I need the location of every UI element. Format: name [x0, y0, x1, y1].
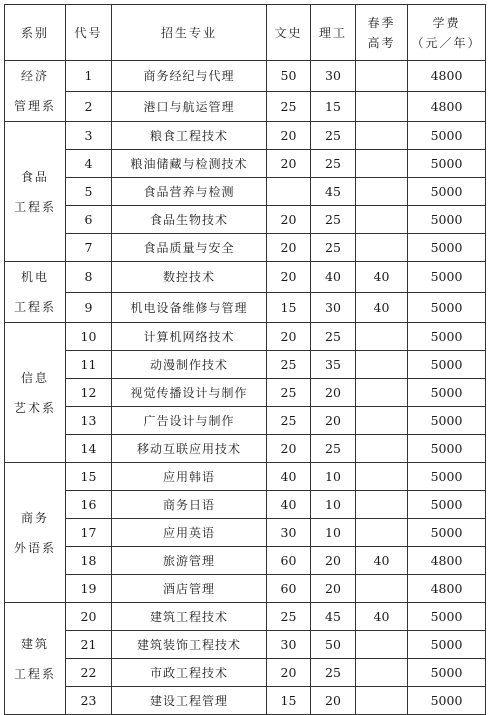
department-cell [5, 323, 66, 463]
code-cell: 9 [66, 292, 112, 323]
table-row [5, 234, 486, 262]
spring-quota-cell [356, 631, 408, 659]
fee-cell: 5000 [408, 407, 486, 435]
header-arts: 文史 [267, 5, 311, 61]
fee-cell: 5000 [408, 122, 486, 150]
major-cell: 食品质量与安全 [112, 234, 267, 262]
code-cell: 6 [66, 206, 112, 234]
code-cell: 23 [66, 687, 112, 715]
table-row [5, 435, 486, 463]
fee-cell: 5000 [408, 659, 486, 687]
header-science: 理工 [311, 5, 356, 61]
department-name-line: 建筑 [20, 636, 49, 651]
code-cell: 11 [66, 351, 112, 379]
fee-cell: 4800 [408, 61, 486, 92]
spring-quota-cell [356, 379, 408, 407]
fee-cell: 5000 [408, 323, 486, 351]
department-name-line: 经济 [20, 69, 49, 83]
arts-quota-cell: 20 [267, 323, 311, 351]
table-row [5, 631, 486, 659]
major-cell: 旅游管理 [112, 547, 267, 575]
major-cell: 移动互联应用技术 [112, 435, 267, 463]
arts-quota-cell: 25 [267, 603, 311, 631]
fee-cell: 5000 [408, 603, 486, 631]
code-cell: 20 [66, 603, 112, 631]
arts-quota-cell: 60 [267, 547, 311, 575]
major-cell: 粮食工程技术 [112, 122, 267, 150]
arts-quota-cell: 15 [267, 687, 311, 715]
fee-cell: 5000 [408, 351, 486, 379]
spring-quota-cell [356, 351, 408, 379]
major-cell: 建筑工程技术 [112, 603, 267, 631]
major-cell: 粮油储藏与检测技术 [112, 150, 267, 178]
fee-cell: 5000 [408, 150, 486, 178]
science-quota-cell: 20 [311, 379, 356, 407]
arts-quota-cell: 15 [267, 292, 311, 323]
department-cell [5, 61, 66, 122]
header-spring-exam [356, 5, 408, 61]
table-row [5, 407, 486, 435]
science-quota-cell: 25 [311, 122, 356, 150]
department-cell [5, 463, 66, 603]
code-cell: 13 [66, 407, 112, 435]
header-spring-line2: 高考 [367, 35, 396, 50]
table-row [5, 519, 486, 547]
table-row [5, 351, 486, 379]
code-cell: 21 [66, 631, 112, 659]
table-row [5, 150, 486, 178]
science-quota-cell: 35 [311, 351, 356, 379]
science-quota-cell: 25 [311, 206, 356, 234]
table-body [5, 61, 486, 715]
fee-cell: 5000 [408, 687, 486, 715]
science-quota-cell: 45 [311, 603, 356, 631]
major-cell: 计算机网络技术 [112, 323, 267, 351]
spring-quota-cell [356, 687, 408, 715]
arts-quota-cell: 20 [267, 435, 311, 463]
major-cell: 酒店管理 [112, 575, 267, 603]
code-cell: 14 [66, 435, 112, 463]
fee-cell: 4800 [408, 547, 486, 575]
table-row [5, 547, 486, 575]
table-row [5, 575, 486, 603]
fee-cell: 4800 [408, 575, 486, 603]
science-quota-cell: 20 [311, 407, 356, 435]
code-cell: 5 [66, 178, 112, 206]
arts-quota-cell: 60 [267, 575, 311, 603]
science-quota-cell: 30 [311, 61, 356, 92]
department-name-line: 工程系 [13, 666, 56, 681]
arts-quota-cell: 30 [267, 631, 311, 659]
table-row [5, 262, 486, 293]
spring-quota-cell [356, 122, 408, 150]
code-cell: 18 [66, 547, 112, 575]
fee-cell: 5000 [408, 463, 486, 491]
code-cell: 1 [66, 61, 112, 92]
major-cell: 应用韩语 [112, 463, 267, 491]
header-dept: 系别 [5, 5, 66, 61]
header-spring-line1: 春季 [367, 15, 396, 30]
header-row [5, 5, 486, 61]
spring-quota-cell [356, 435, 408, 463]
department-name-line: 食品 [20, 169, 49, 184]
spring-quota-cell [356, 463, 408, 491]
department-name-line: 商务 [20, 510, 49, 525]
table-row [5, 491, 486, 519]
department-cell [5, 262, 66, 323]
code-cell: 4 [66, 150, 112, 178]
arts-quota-cell: 20 [267, 262, 311, 293]
department-name-line: 信息 [20, 370, 49, 385]
table-row [5, 122, 486, 150]
fee-cell: 5000 [408, 206, 486, 234]
major-cell: 市政工程技术 [112, 659, 267, 687]
arts-quota-cell: 20 [267, 150, 311, 178]
department-name-line: 工程系 [13, 300, 56, 314]
science-quota-cell: 30 [311, 292, 356, 323]
arts-quota-cell: 25 [267, 379, 311, 407]
code-cell: 16 [66, 491, 112, 519]
spring-quota-cell [356, 61, 408, 92]
major-cell: 数控技术 [112, 262, 267, 293]
table-row [5, 687, 486, 715]
science-quota-cell: 40 [311, 262, 356, 293]
major-cell: 商务经纪与代理 [112, 61, 267, 92]
fee-cell: 5000 [408, 262, 486, 293]
code-cell: 12 [66, 379, 112, 407]
header-fee-line2: （元／年） [411, 35, 482, 50]
table-row [5, 61, 486, 92]
science-quota-cell: 25 [311, 150, 356, 178]
arts-quota-cell: 20 [267, 659, 311, 687]
code-cell: 15 [66, 463, 112, 491]
department-name [5, 629, 65, 689]
arts-quota-cell: 40 [267, 463, 311, 491]
major-cell: 机电设备维修与管理 [112, 292, 267, 323]
code-cell: 7 [66, 234, 112, 262]
arts-quota-cell: 50 [267, 61, 311, 92]
code-cell: 2 [66, 91, 112, 122]
spring-quota-cell [356, 323, 408, 351]
code-cell: 19 [66, 575, 112, 603]
arts-quota-cell: 20 [267, 234, 311, 262]
spring-quota-cell [356, 150, 408, 178]
department-name-line: 机电 [20, 270, 49, 284]
fee-cell: 5000 [408, 519, 486, 547]
spring-quota-cell [356, 178, 408, 206]
department-name [5, 162, 65, 222]
major-cell: 视觉传播设计与制作 [112, 379, 267, 407]
code-cell: 17 [66, 519, 112, 547]
table-row [5, 178, 486, 206]
arts-quota-cell: 25 [267, 407, 311, 435]
arts-quota-cell: 30 [267, 519, 311, 547]
header-fee-line1: 学费 [432, 15, 461, 30]
table-row [5, 379, 486, 407]
science-quota-cell: 25 [311, 323, 356, 351]
major-cell: 食品生物技术 [112, 206, 267, 234]
major-cell: 商务日语 [112, 491, 267, 519]
arts-quota-cell: 25 [267, 91, 311, 122]
science-quota-cell: 20 [311, 575, 356, 603]
header-code: 代号 [66, 5, 112, 61]
science-quota-cell: 45 [311, 178, 356, 206]
fee-cell: 5000 [408, 379, 486, 407]
table-row [5, 603, 486, 631]
science-quota-cell: 15 [311, 91, 356, 122]
department-name-line: 艺术系 [13, 400, 56, 415]
spring-quota-cell [356, 659, 408, 687]
science-quota-cell: 10 [311, 463, 356, 491]
department-name [5, 262, 65, 322]
major-cell: 食品营养与检测 [112, 178, 267, 206]
science-quota-cell: 25 [311, 234, 356, 262]
science-quota-cell: 50 [311, 631, 356, 659]
enrollment-table [4, 4, 486, 715]
fee-cell: 5000 [408, 435, 486, 463]
table-row [5, 292, 486, 323]
major-cell: 广告设计与制作 [112, 407, 267, 435]
fee-cell: 5000 [408, 292, 486, 323]
major-cell: 建筑装饰工程技术 [112, 631, 267, 659]
code-cell: 10 [66, 323, 112, 351]
table-row [5, 659, 486, 687]
spring-quota-cell: 40 [356, 292, 408, 323]
spring-quota-cell [356, 206, 408, 234]
arts-quota-cell: 25 [267, 351, 311, 379]
spring-quota-cell [356, 407, 408, 435]
major-cell: 应用英语 [112, 519, 267, 547]
arts-quota-cell: 20 [267, 206, 311, 234]
major-cell: 动漫制作技术 [112, 351, 267, 379]
spring-quota-cell [356, 234, 408, 262]
science-quota-cell: 10 [311, 519, 356, 547]
fee-cell: 5000 [408, 178, 486, 206]
spring-quota-cell [356, 575, 408, 603]
spring-quota-cell: 40 [356, 603, 408, 631]
code-cell: 22 [66, 659, 112, 687]
table-row [5, 91, 486, 122]
header-fee [408, 5, 486, 61]
code-cell: 3 [66, 122, 112, 150]
arts-quota-cell: 20 [267, 122, 311, 150]
arts-quota-cell [267, 178, 311, 206]
spring-quota-cell [356, 519, 408, 547]
spring-quota-cell [356, 91, 408, 122]
department-name-line: 管理系 [13, 99, 56, 113]
fee-cell: 4800 [408, 91, 486, 122]
department-cell [5, 603, 66, 715]
department-name [5, 503, 65, 563]
major-cell: 建设工程管理 [112, 687, 267, 715]
science-quota-cell: 25 [311, 435, 356, 463]
department-name [5, 61, 65, 121]
arts-quota-cell: 40 [267, 491, 311, 519]
code-cell: 8 [66, 262, 112, 293]
fee-cell: 5000 [408, 234, 486, 262]
table-row [5, 206, 486, 234]
science-quota-cell: 25 [311, 659, 356, 687]
spring-quota-cell [356, 491, 408, 519]
science-quota-cell: 10 [311, 491, 356, 519]
science-quota-cell: 20 [311, 687, 356, 715]
spring-quota-cell: 40 [356, 547, 408, 575]
header-major: 招生专业 [112, 5, 267, 61]
spring-quota-cell: 40 [356, 262, 408, 293]
department-name-line: 工程系 [13, 199, 56, 214]
department-name-line: 外语系 [13, 540, 56, 555]
fee-cell: 5000 [408, 631, 486, 659]
major-cell: 港口与航运管理 [112, 91, 267, 122]
science-quota-cell: 20 [311, 547, 356, 575]
fee-cell: 5000 [408, 491, 486, 519]
department-cell [5, 122, 66, 262]
table-row [5, 323, 486, 351]
department-name [5, 363, 65, 423]
table-row [5, 463, 486, 491]
